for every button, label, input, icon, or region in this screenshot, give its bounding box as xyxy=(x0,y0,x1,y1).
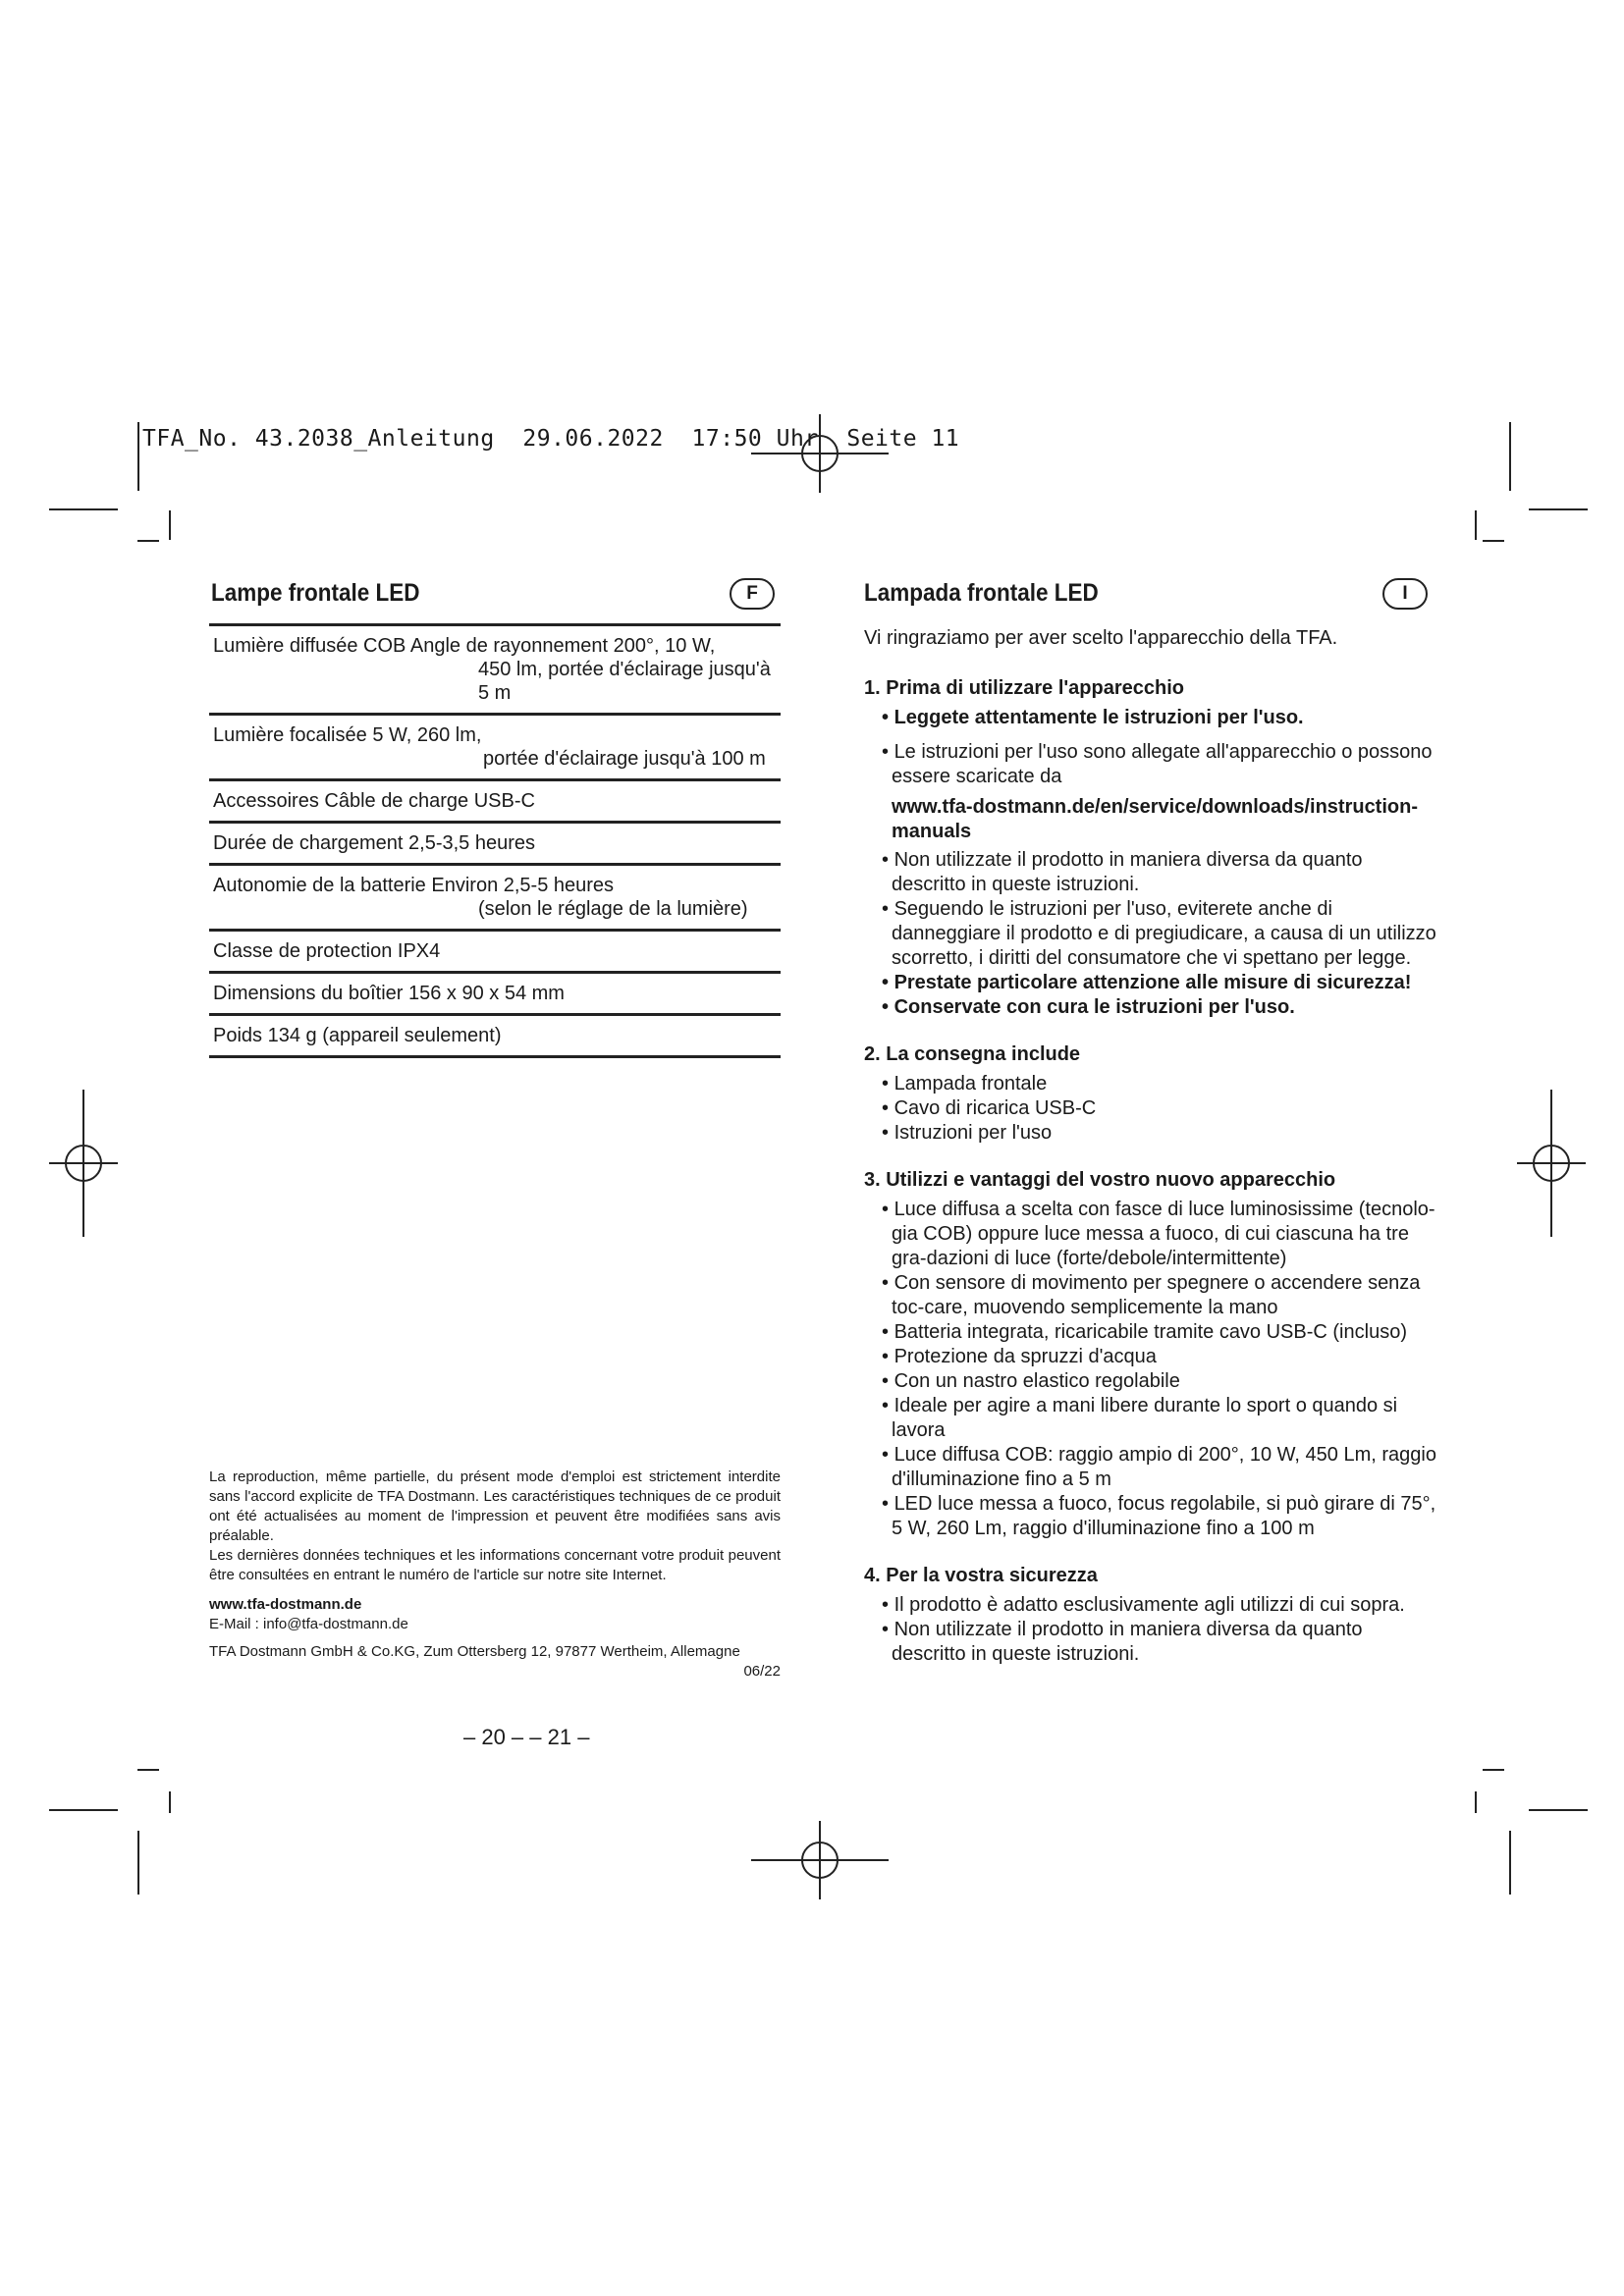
list-item: • Istruzioni per l'uso xyxy=(864,1121,1438,1146)
list-item: • Luce diffusa a scelta con fasce di luce luminosissime (tecnolo-gia COB) oppure luce messa a fuoco, di cui ciascuna ha tre gra-dazioni di luce (forte/debole/intermittente) xyxy=(864,1198,1438,1271)
lang-badge-i: I xyxy=(1382,578,1428,610)
section-2-list xyxy=(864,1072,1438,1146)
manual-url[interactable]: www.tfa-dostmann.de/en/service/downloads/instruction-manuals xyxy=(892,796,1418,842)
list-item: • LED luce messa a fuoco, focus regolabile, si può girare di 75°, 5 W, 260 Lm, raggio d'illuminazione fino a 100 m xyxy=(864,1492,1438,1541)
section-3-title: 3. Utilizzi e vantaggi del vostro nuovo apparecchio xyxy=(864,1169,1336,1191)
spec-row: Lumière focalisée 5 W, 260 lm, portée d'éclairage jusqu'à 100 m xyxy=(209,716,781,781)
list-item: • Le istruzioni per l'uso sono allegate all'apparecchio o possono essere scaricate da xyxy=(864,740,1438,789)
list-item: • Seguendo le istruzioni per l'uso, eviterete anche di danneggiare il prodotto e di pregiudicare, a causa di un utilizzo scorretto, i diritti del consumatore che vi spettano per legge. xyxy=(864,897,1438,971)
list-item: • Leggete attentamente le istruzioni per l'uso. xyxy=(864,706,1438,730)
list-item: • Luce diffusa COB: raggio ampio di 200°, 10 W, 450 Lm, raggio d'illuminazione fino a 5 m xyxy=(864,1443,1438,1492)
legal-notice xyxy=(209,1468,781,1682)
spec-row: Autonomie de la batterie Environ 2,5-5 heures (selon le réglage de la lumière) xyxy=(209,866,781,932)
spec-row: Accessoires Câble de charge USB-C xyxy=(209,781,781,824)
list-item: • Prestate particolare attenzione alle misure di sicurezza! xyxy=(864,971,1438,995)
section-4-title: 4. Per la vostra sicurezza xyxy=(864,1565,1098,1586)
list-item: • Non utilizzate il prodotto in maniera diversa da quanto descritto in queste istruzioni. xyxy=(864,848,1438,897)
list-item: • Cavo di ricarica USB-C xyxy=(864,1096,1438,1121)
list-item: • Con sensore di movimento per spegnere o accendere senza toc-care, muovendo semplicemente la mano xyxy=(864,1271,1438,1320)
spec-row: Classe de protection IPX4 xyxy=(209,932,781,974)
section-1-title: 1. Prima di utilizzare l'apparecchio xyxy=(864,677,1184,699)
spec-row: Dimensions du boîtier 156 x 90 x 54 mm xyxy=(209,974,781,1016)
spec-row: Poids 134 g (appareil seulement) xyxy=(209,1016,781,1058)
right-column xyxy=(864,574,1438,1667)
section-1-list-cont xyxy=(864,848,1438,1020)
lang-badge-f: F xyxy=(730,578,775,610)
page-numbers: – 20 – – 21 – xyxy=(463,1725,590,1749)
list-item: • Conservate con cura le istruzioni per l'uso. xyxy=(864,995,1438,1020)
print-slug: TFA_No. 43.2038_Anleitung 29.06.2022 17:50 Uhr Seite 11 xyxy=(142,426,960,452)
registration-mark-right xyxy=(1517,1090,1586,1237)
section-4-list xyxy=(864,1593,1438,1667)
legal-text-1: La reproduction, même partielle, du présent mode d'emploi est strictement interdite sans l'accord explicite de TFA Dostmann. Les caractéristiques techniques de ce produit ont été actualisées au moment de l'impression et peuvent être modifiées sans avis préalable. xyxy=(209,1468,781,1544)
right-title: Lampada frontale LED xyxy=(864,579,1099,607)
spec-row: Durée de chargement 2,5-3,5 heures xyxy=(209,824,781,866)
legal-text-2: Les dernières données techniques et les informations concernant votre produit peuvent être consultées en entrant le numéro de l'article sur notre site Internet. xyxy=(209,1547,781,1583)
intro-text: Vi ringraziamo per aver scelto l'apparecchio della TFA. xyxy=(864,627,1338,649)
list-item: • Protezione da spruzzi d'acqua xyxy=(864,1345,1438,1369)
list-item: • Ideale per agire a mani libere durante lo sport o quando si lavora xyxy=(864,1394,1438,1443)
list-item: • Non utilizzate il prodotto in maniera diversa da quanto descritto in queste istruzioni. xyxy=(864,1618,1438,1667)
section-3-list xyxy=(864,1198,1438,1541)
spec-row: Lumière diffusée COB Angle de rayonnement 200°, 10 W, 450 lm, portée d'éclairage jusqu'à 5 m xyxy=(209,626,781,716)
website-link[interactable]: www.tfa-dostmann.de xyxy=(209,1596,362,1613)
section-2-title: 2. La consegna include xyxy=(864,1043,1081,1065)
date-code: 06/22 xyxy=(743,1663,781,1680)
list-item: • Con un nastro elastico regolabile xyxy=(864,1369,1438,1394)
registration-mark-bottom xyxy=(751,1821,889,1899)
registration-mark-left xyxy=(49,1090,118,1237)
spec-table xyxy=(209,623,781,1058)
list-item: • Il prodotto è adatto esclusivamente agli utilizzi di cui sopra. xyxy=(864,1593,1438,1618)
email-text: E-Mail : info@tfa-dostmann.de xyxy=(209,1616,408,1632)
list-item: • Lampada frontale xyxy=(864,1072,1438,1096)
section-1-list xyxy=(864,706,1438,789)
list-item: • Batteria integrata, ricaricabile tramite cavo USB-C (incluso) xyxy=(864,1320,1438,1345)
address-text: TFA Dostmann GmbH & Co.KG, Zum Ottersberg 12, 97877 Wertheim, Allemagne xyxy=(209,1643,740,1660)
left-title: Lampe frontale LED xyxy=(211,579,420,607)
